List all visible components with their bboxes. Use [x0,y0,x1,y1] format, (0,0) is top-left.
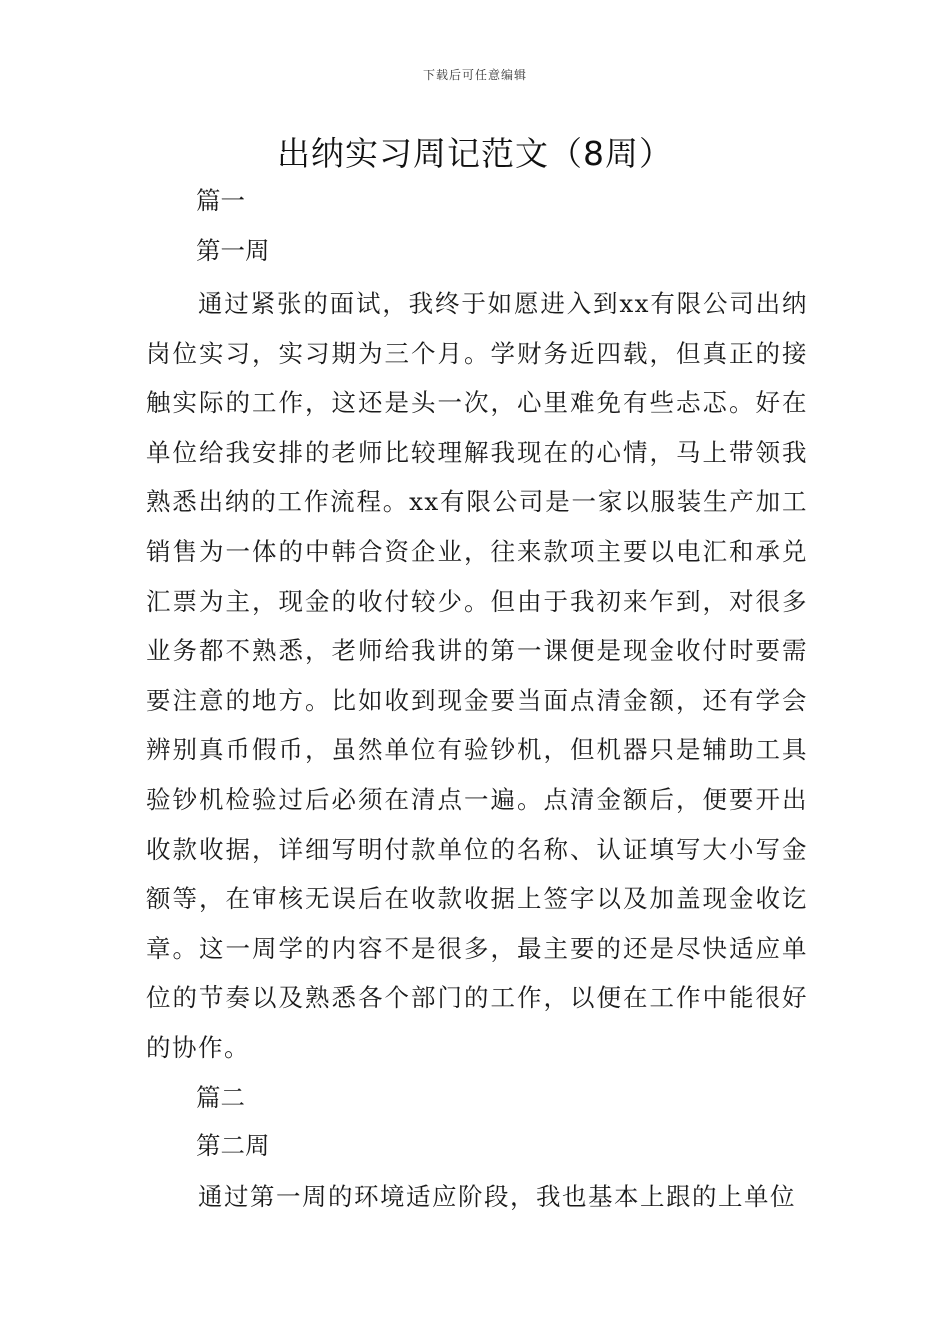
section-paragraph: 通过第一周的环境适应阶段，我也基本上跟的上单位 [198,1182,796,1211]
section-heading: 篇一 [196,186,245,215]
week-heading: 第二周 [196,1131,270,1160]
week-heading: 第一周 [196,236,270,265]
section-paragraph: 通过紧张的面试，我终于如愿进入到xx有限公司出纳岗位实习，实习期为三个月。学财务近四载，但真正的接触实际的工作，这还是头一次，心里难免有些忐忑。好在单位给我安排的老师比较理解我现在的心情，马上带领我熟悉出纳的工作流程。xx有限公司是一家以服装生产加工销售为一体的中韩合资企业，往来款项主要以电汇和承兑汇票为主，现金的收付较少。但由于我初来乍到，对很多业务都不熟悉，老师给我讲的第一课便是现金收付时要需要注意的地方。比如收到现金要当面点清金额，还有学会辨别真币假币，虽然单位有验钞机，但机器只是辅助工具验钞机检验过后必须在清点一遍。点清金额后，便要开出收款收据，详细写明付款单位的名称、认证填写大小写金额等，在审核无误后在收款收据上签字以及加盖现金收讫章。这一周学的内容不是很多，最主要的还是尽快适应单位的节奏以及熟悉各个部门的工作，以便在工作中能很好的协作。 [146,289,808,1062]
document-title: 出纳实习周记范文（8周） [277,134,673,173]
header-note: 下载后可任意编辑 [422,68,527,82]
section-heading: 篇二 [196,1083,245,1112]
